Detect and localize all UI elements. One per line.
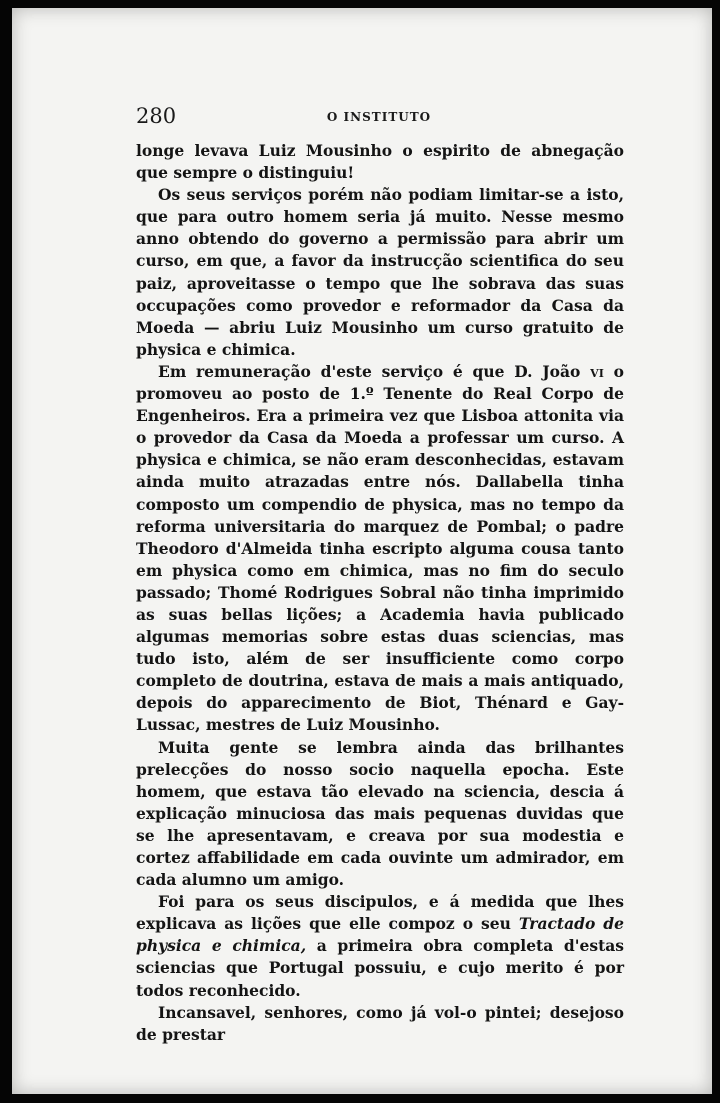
paragraph-text: o promoveu ao posto de 1.º Tenente do Real Corpo de Engenheiros. Era a primeira vez que Lisboa attonita via o provedor da Casa da Moeda a professar um curso. A physica e chimica, se não eram desconhecidas, estavam ainda muito atrazadas entre nós. Dallabella tinha composto um compendio de physica, mas no tempo da reforma universitaria do marquez de Pombal; o padre Theodoro d'Almeida tinha escripto alguma cousa tanto em physica como em chimica, mas no fim do seculo passado; Thomé Rodrigues Sobral não tinha imprimido as suas bellas lições; a Academia havia publicado algumas memorias sobre estas duas sciencias, mas tudo isto, além de ser insufficiente como corpo completo de doutrina, estava de mais a mais antiquado, depois do apparecimento de Biot, Thénard e Gay-Lussac, mestres de Luiz Mousinho. (136, 361, 624, 735)
body-text (136, 140, 624, 1046)
page-header (136, 104, 622, 134)
paragraph: longe levava Luiz Mousinho o espirito de abnegação que sempre o distinguiu! (136, 141, 624, 183)
paragraph: Muita gente se lembra ainda das brilhantes prelecções do nosso socio naquella epocha. Este homem, que estava tão elevado na sciencia, descia á explicação minuciosa das mais pequenas duvidas que se lhe apresentavam, e creava por sua modestia e cortez affabilidade em cada ouvinte um admirador, em cada alumno um amigo. (136, 737, 624, 890)
roman-numeral: vi (590, 361, 604, 381)
paragraph: Incansavel, senhores, como já vol-o pintei; desejoso de prestar (136, 1002, 624, 1044)
page-number: 280 (136, 104, 177, 128)
paragraph: Os seus serviços porém não podiam limitar-se a isto, que para outro homem seria já muito. Nesse mesmo anno obtendo do governo a permissão para abrir um curso, em que, a favor da instrucção scientifica do seu paiz, aproveitasse o tempo que lhe sobrava das suas occupações como provedor e reformador da Casa da Moeda — abriu Luiz Mousinho um curso gratuito de physica e chimica. (136, 185, 624, 359)
book-title: Tractado de physica e chimica, (136, 914, 624, 956)
paragraph-text: Em remuneração d'este serviço é que D. João (158, 361, 591, 381)
running-title: O INSTITUTO (326, 110, 432, 124)
paragraph-text: Foi para os seus discipulos, e á medida que lhes explicava as lições que elle compoz o seu (136, 892, 624, 934)
paragraph-text: a primeira obra completa d'estas sciencias que Portugal possuiu, e cujo merito é por todos reconhecido. (136, 936, 624, 1000)
paragraph (136, 361, 624, 737)
paragraph (136, 891, 624, 1001)
